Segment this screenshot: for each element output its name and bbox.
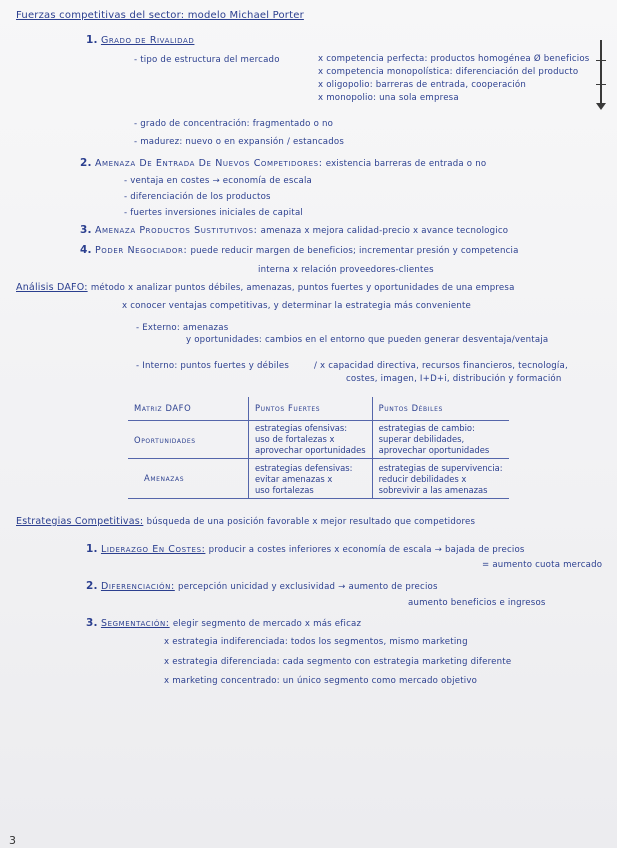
matrix-cell-line: uso de fortalezas x xyxy=(255,434,335,444)
item-text: existencia barreras de entrada o no xyxy=(325,159,487,169)
item-label: Amenaza De Entrada De Nuevos Competidores: xyxy=(94,158,323,169)
strategies-intro: búsqueda de una posición favorable x mejor resultado que competidores xyxy=(146,517,476,527)
matrix-cell-line: uso fortalezas xyxy=(255,485,314,495)
item-number: 1. xyxy=(86,34,98,46)
strategy-segmentation xyxy=(86,617,361,630)
item-rivalry xyxy=(86,34,194,47)
dafo-internal-label: - Interno: puntos fuertes y débiles xyxy=(136,361,290,371)
item-number: 3. xyxy=(80,224,92,236)
rivalry-concentration: - grado de concentración: fragmentado o no xyxy=(134,119,334,129)
strategies-section xyxy=(16,516,475,528)
item-substitutes xyxy=(80,224,508,237)
item-text-continued: interna x relación proveedores-clientes xyxy=(258,265,434,275)
item-number: 2. xyxy=(80,157,92,169)
matrix-row xyxy=(128,459,509,499)
matrix-cell-line: estrategias ofensivas: xyxy=(255,423,348,433)
item-label: Segmentación: xyxy=(100,618,170,629)
item-number: 2. xyxy=(86,580,98,592)
item-label: Grado de Rivalidad xyxy=(100,35,195,46)
entry-barrier: - fuertes inversiones iniciales de capital xyxy=(124,208,304,218)
dafo-line2: x conocer ventajas competitivas, y determinar la estrategia más conveniente xyxy=(122,301,472,311)
matrix-cell xyxy=(372,459,508,499)
matrix-row-label: Oportunidades xyxy=(128,421,249,459)
item-text-continued: aumento beneficios e ingresos xyxy=(408,598,546,608)
entry-barrier: - ventaja en costes → economía de escala xyxy=(124,176,313,186)
segmentation-option: x marketing concentrado: un único segmento como mercado objetivo xyxy=(164,676,478,686)
structure-item: x monopolio: una sola empresa xyxy=(318,93,459,103)
dafo-external-text: y oportunidades: cambios en el entorno que pueden generar desventaja/ventaja xyxy=(186,335,549,345)
item-number: 3. xyxy=(86,617,98,629)
item-label: Diferenciación: xyxy=(100,581,175,592)
dafo-section xyxy=(16,282,515,294)
item-label: Poder Negociador: xyxy=(94,245,188,256)
rivalry-maturity: - madurez: nuevo o en expansión / estancados xyxy=(134,137,344,147)
strategy-differentiation xyxy=(86,580,438,593)
dafo-matrix xyxy=(128,397,509,499)
matrix-cell xyxy=(249,421,373,459)
dafo-line1: método x analizar puntos débiles, amenazas, puntos fuertes y oportunidades de una empresa xyxy=(90,283,515,293)
segmentation-option: x estrategia diferenciada: cada segmento con estrategia marketing diferente xyxy=(164,657,512,667)
item-text-continued: = aumento cuota mercado xyxy=(482,560,603,570)
matrix-header-cell: Puntos Débiles xyxy=(372,397,508,421)
item-number: 1. xyxy=(86,543,98,555)
item-number: 4. xyxy=(80,244,92,256)
item-text: producir a costes inferiores x economía de escala → bajada de precios xyxy=(208,545,525,555)
matrix-header-cell: Matriz DAFO xyxy=(128,397,249,421)
matrix-row-label: Amenazas xyxy=(128,459,249,499)
matrix-cell xyxy=(372,421,508,459)
item-entry xyxy=(80,157,486,170)
item-label: Liderazgo En Costes: xyxy=(100,544,206,555)
down-arrow-icon xyxy=(600,40,602,108)
matrix-cell-line: estrategias de cambio: xyxy=(378,423,475,433)
rivalry-structure-label: - tipo de estructura del mercado xyxy=(134,55,280,65)
dafo-title: Análisis DAFO: xyxy=(16,282,88,293)
page-number: 3 xyxy=(9,834,16,847)
structure-item: x competencia monopolística: diferenciación del producto xyxy=(318,67,579,77)
strategy-cost-leadership xyxy=(86,543,525,556)
matrix-cell-line: estrategias defensivas: xyxy=(255,463,353,473)
matrix-cell xyxy=(249,459,373,499)
matrix-header-cell: Puntos Fuertes xyxy=(249,397,373,421)
item-text: elegir segmento de mercado x más eficaz xyxy=(172,619,362,629)
item-bargaining xyxy=(80,244,519,257)
item-text: puede reducir margen de beneficios; incrementar presión y competencia xyxy=(190,246,519,256)
dafo-internal-text2: costes, imagen, I+D+i, distribución y formación xyxy=(346,374,562,384)
entry-barrier: - diferenciación de los productos xyxy=(124,192,271,202)
segmentation-option: x estrategia indiferenciada: todos los segmentos, mismo marketing xyxy=(164,637,468,647)
matrix-cell-line: reducir debilidades x xyxy=(378,474,467,484)
matrix-cell-line: aprovechar oportunidades xyxy=(255,445,366,455)
matrix-cell-line: superar debilidades, xyxy=(378,434,465,444)
matrix-row xyxy=(128,421,509,459)
section-title-porter: Fuerzas competitivas del sector: modelo Michael Porter xyxy=(16,10,304,21)
strategies-title: Estrategias Competitivas: xyxy=(16,516,144,527)
dafo-external-label: - Externo: amenazas xyxy=(136,323,229,333)
item-label: Amenaza Productos Sustitutivos: xyxy=(94,225,258,236)
structure-item: x oligopolio: barreras de entrada, cooperación xyxy=(318,80,527,90)
item-text: percepción unicidad y exclusividad → aumento de precios xyxy=(178,582,438,592)
matrix-cell-line: evitar amenazas x xyxy=(255,474,333,484)
matrix-header-row xyxy=(128,397,509,421)
item-text: amenaza x mejora calidad-precio x avance tecnologico xyxy=(260,226,509,236)
matrix-cell-line: sobrevivir a las amenazas xyxy=(378,485,488,495)
matrix-cell-line: estrategias de supervivencia: xyxy=(378,463,503,473)
dafo-internal-text1: / x capacidad directiva, recursos financieros, tecnología, xyxy=(314,361,568,371)
structure-item: x competencia perfecta: productos homogénea Ø beneficios xyxy=(318,54,590,64)
matrix-cell-line: aprovechar oportunidades xyxy=(378,445,490,455)
